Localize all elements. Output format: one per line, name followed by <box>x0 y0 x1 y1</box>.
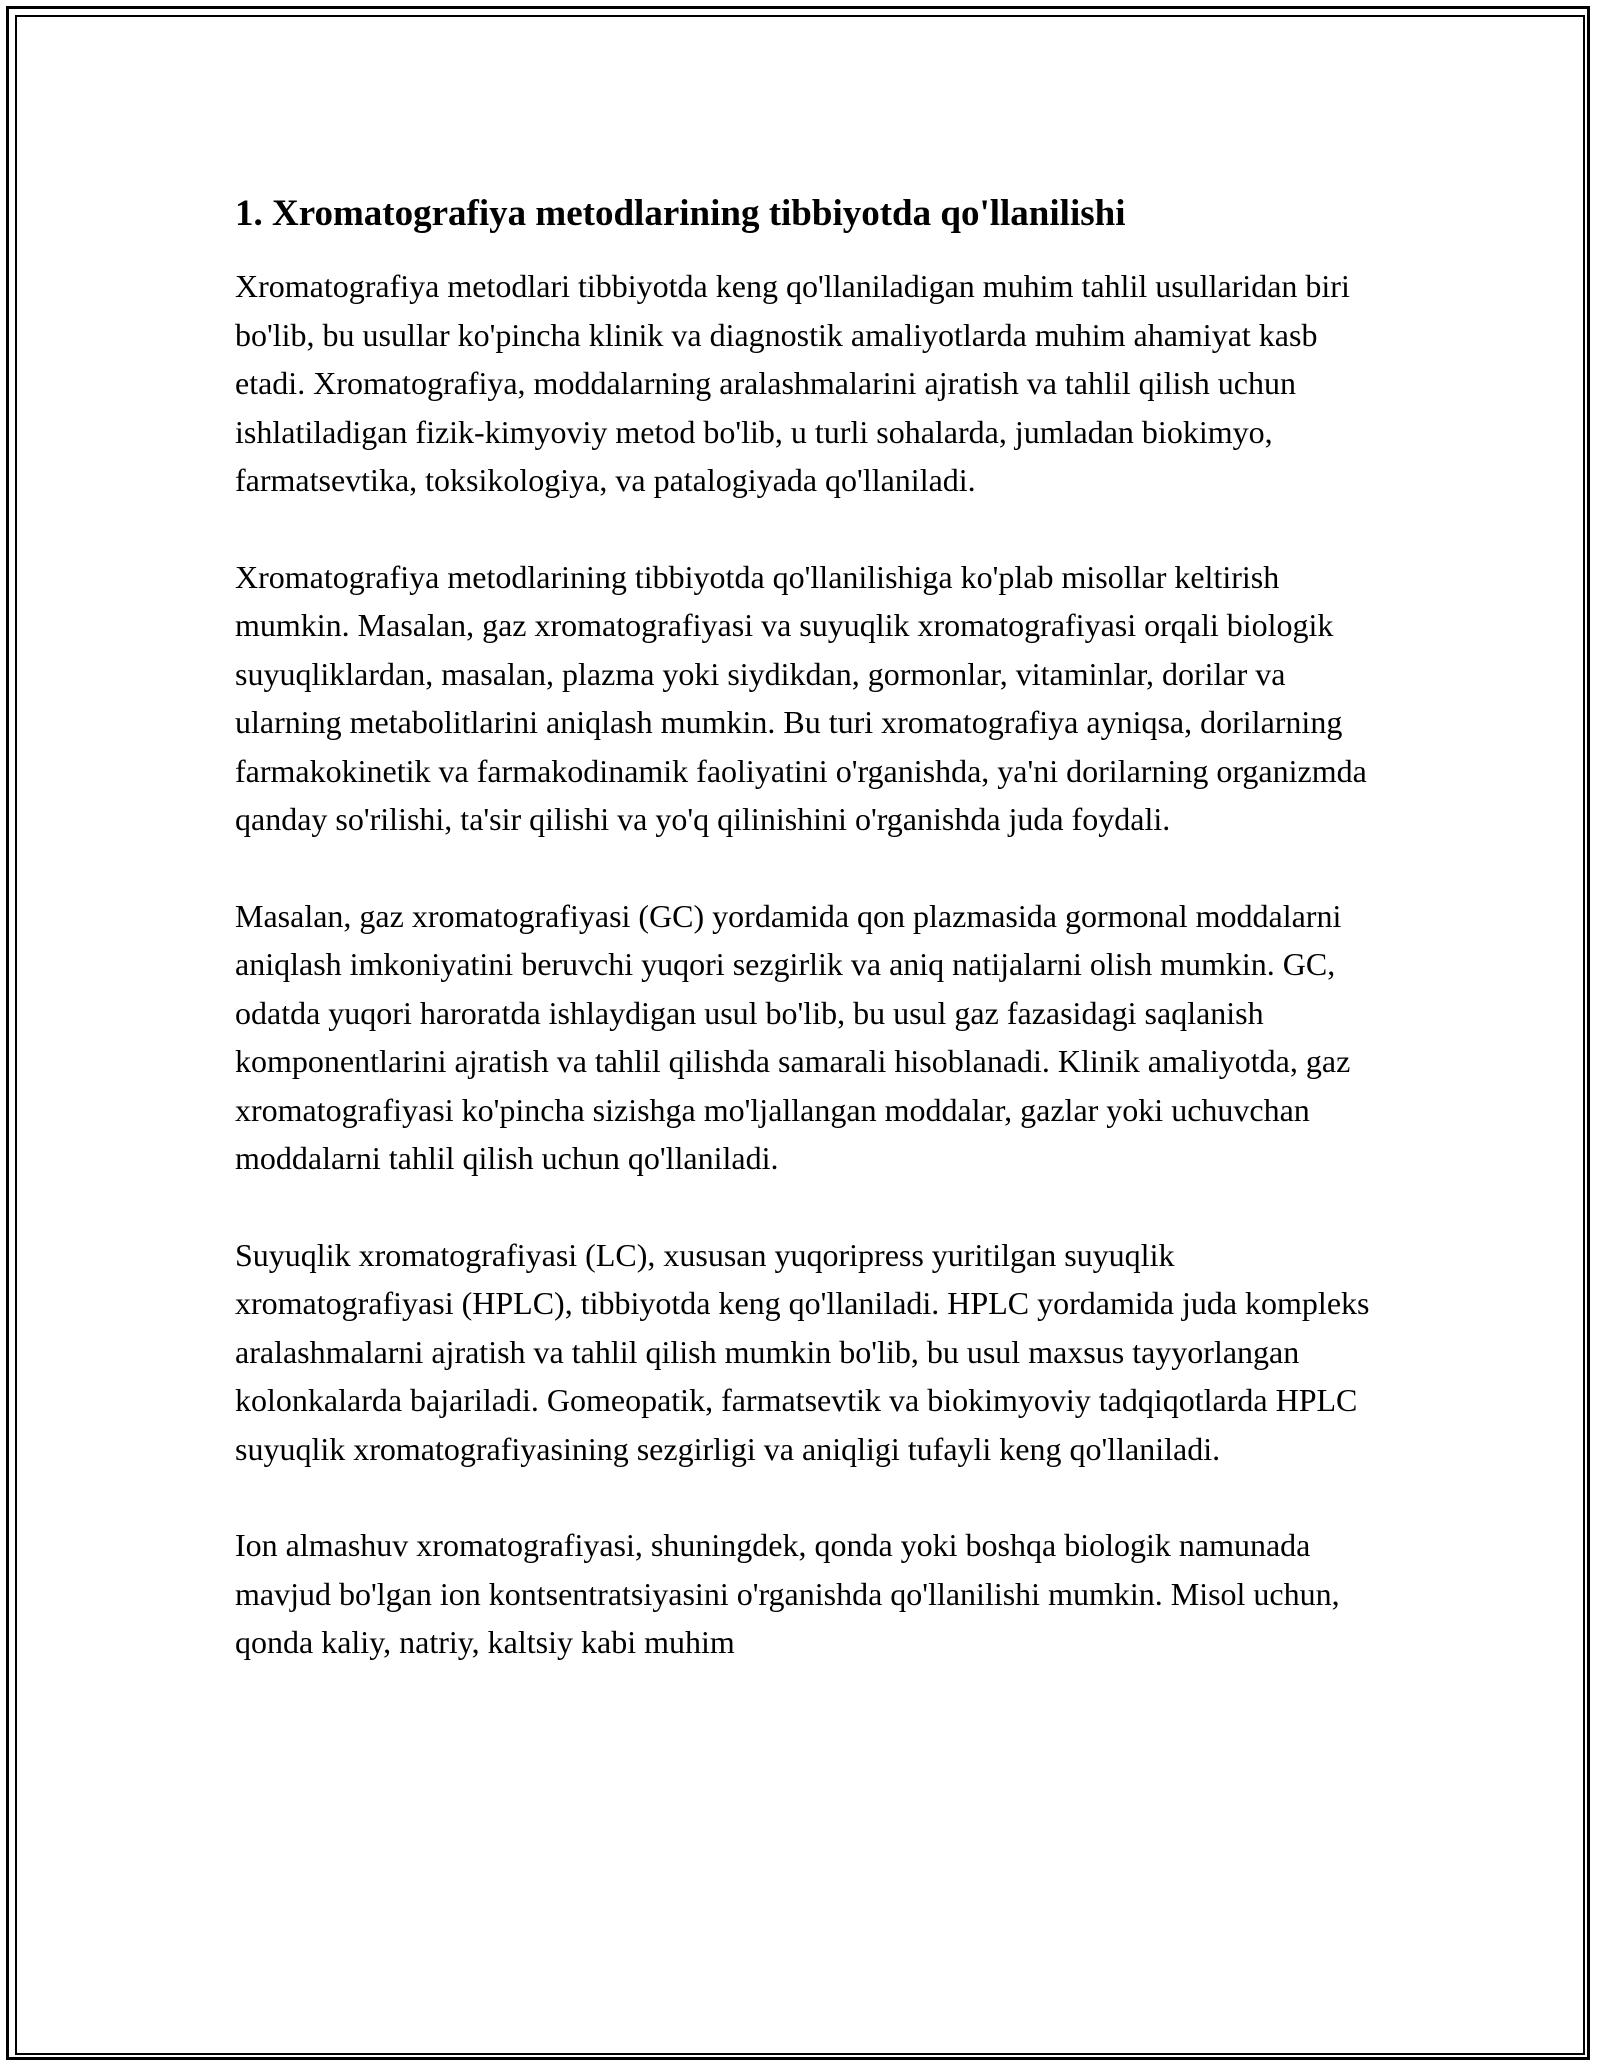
paragraph-2: Xromatografiya metodlarining tibbiyotda qo'llanilishiga ko'plab misollar keltirish mumkin. Masalan, gaz xromatografiyasi va suyuqlik xromatografiyasi orqali biologik suyuqliklardan, masalan, plazma yoki siydikdan, gormonlar, vitaminlar, dorilar va ularning metabolitlarini aniqlash mumkin. Bu turi xromatografiya ayniqsa, dorilarning farmakokinetik va farmakodinamik faoliyatini o'rganishda, ya'ni dorilarning organizmda qanday so'rilishi, ta'sir qilishi va yo'q qilinishini o'rganishda juda foydali. <box>235 558 1367 837</box>
paragraph-3: Masalan, gaz xromatografiyasi (GC) yordamida qon plazmasida gormonal moddalarni aniqlash imkoniyatini beruvchi yuqori sezgirlik va aniq natijalarni olish mumkin. GC, odatda yuqori haroratda ishlaydigan usul bo'lib, bu usul gaz fazasidagi saqlanish komponentlarini ajratish va tahlil qilishda samarali hisoblanadi. Klinik amaliyotda, gaz xromatografiyasi ko'pincha sizishga mo'ljallangan moddalar, gazlar yoki uchuvchan moddalarni tahlil qilish uchun qo'llaniladi. <box>235 897 1351 1176</box>
paragraph-5: Ion almashuv xromatografiyasi, shuningdek, qonda yoki boshqa biologik namunada mavjud bo'lgan ion kontsentratsiyasini o'rganishda qo'llanilishi mumkin. Misol uchun, qonda kaliy, natriy, kaltsiy kabi muhim <box>235 1527 1340 1660</box>
document-body <box>235 188 1375 1667</box>
section-heading: 1. Xromatografiya metodlarining tibbiyotda qo'llanilishi <box>235 193 1126 234</box>
paragraph-4: Suyuqlik xromatografiyasi (LC), xususan yuqoripress yuritilgan suyuqlik xromatografiyasi (HPLC), tibbiyotda keng qo'llaniladi. HPLC yordamida juda kompleks aralashmalarni ajratish va tahlil qilish mumkin bo'lib, bu usul maxsus tayyorlangan kolonkalarda bajariladi. Gomeopatik, farmatsevtik va biokimyoviy tadqiqotlarda HPLC suyuqlik xromatografiyasining sezgirligi va aniqligi tufayli keng qo'llaniladi. <box>235 1236 1370 1467</box>
paragraph-1: Xromatografiya metodlari tibbiyotda keng qo'llaniladigan muhim tahlil usullaridan biri bo'lib, bu usullar ko'pincha klinik va diagnostik amaliyotlarda muhim ahamiyat kasb etadi. Xromatografiya, moddalarning aralashmalarini ajratish va tahlil qilish uchun ishlatiladigan fizik-kimyoviy metod bo'lib, u turli sohalarda, jumladan biokimyo, farmatsevtika, toksikologiya, va patalogiyada qo'llaniladi. <box>235 268 1350 498</box>
